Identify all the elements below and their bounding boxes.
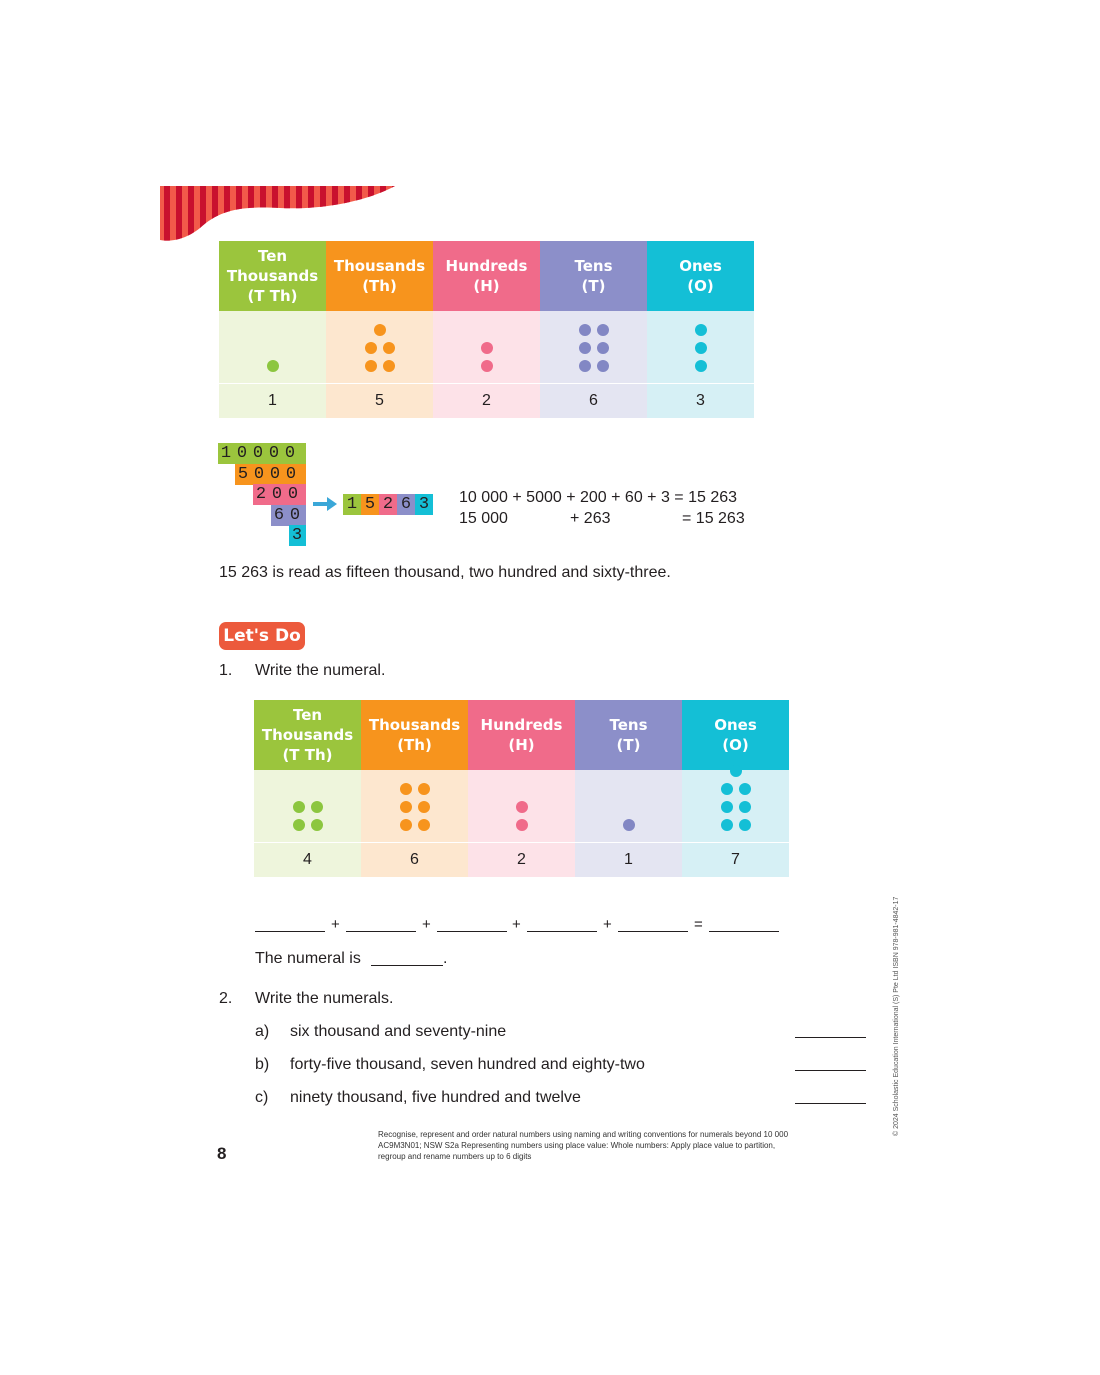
column-header-text: (Th) [397,736,432,754]
card-ones [289,525,306,546]
card-digit: 1 [220,444,232,463]
numeral-is-label: The numeral is [255,950,361,967]
column-th [361,700,468,877]
counter-dot [481,360,493,372]
expanded-equation-line2-partB: + 263 [570,510,611,527]
expanded-equation-line2-partA: 15 000 [459,510,508,527]
answer-blank[interactable] [437,931,507,932]
card-digit: 0 [268,444,280,463]
column-header-text: Ones [679,257,722,275]
numeral-answer-blank[interactable] [371,965,443,966]
counter-dot [730,765,742,777]
counter-dot [293,801,305,813]
column-header-text: (T Th) [247,287,298,305]
answer-blank[interactable] [346,931,416,932]
counter-dot [579,324,591,336]
column-header-text: (T) [616,736,641,754]
counter-dots-cell [361,770,468,842]
counter-dot [516,819,528,831]
counter-dots-cell [219,311,326,383]
column-th [326,241,433,418]
card-ten-thousands [218,443,306,464]
place-value-table-exercise [254,700,789,877]
card-digit: 0 [287,485,299,504]
column-header [575,700,682,770]
plus-sign: + [331,916,340,933]
answer-blank[interactable] [527,931,597,932]
column-t [575,700,682,877]
column-header-text: Thousands [261,726,354,744]
column-o [647,241,754,418]
card-digit: 6 [273,506,285,525]
equals-sign: = [694,916,703,933]
card-result [343,494,433,515]
column-header-text: (O) [687,277,714,295]
column-header-text: (T Th) [282,746,333,764]
counter-dots-cell [326,311,433,383]
counter-dots-cell [647,311,754,383]
q2-item-letter: b) [255,1056,270,1073]
counter-dot [383,342,395,354]
q2-item-letter: a) [255,1023,270,1040]
counter-dot [597,342,609,354]
counter-dot [365,342,377,354]
column-header-text: Ten [257,247,288,265]
expanded-equation-line1: 10 000 + 5000 + 200 + 60 + 3 = 15 263 [459,489,738,506]
column-header-text: Hundreds [445,257,528,275]
counter-dot [597,360,609,372]
card-digit: 0 [252,444,264,463]
counter-dot [695,360,707,372]
column-header-text: Ten [292,706,323,724]
answer-blank[interactable] [255,931,325,932]
result-digit: 2 [379,494,397,515]
digit-cell: 7 [682,842,789,877]
digit-cell: 6 [361,842,468,877]
counter-dot [400,783,412,795]
column-header-text: Tens [574,257,613,275]
card-digit: 3 [291,526,303,545]
card-digit: 5 [237,465,249,484]
answer-blank[interactable] [618,931,688,932]
column-header [682,700,789,770]
column-header [540,241,647,311]
card-digit: 2 [255,485,267,504]
q2-item-letter: c) [255,1089,269,1106]
digit-cell: 4 [254,842,361,877]
page-number: 8 [217,1144,227,1163]
card-digit: 0 [285,465,297,484]
curriculum-note-line2: AC9M3N01; NSW S2a Representing numbers using place value: Whole numbers: Apply place value to partition, [378,1141,776,1150]
counter-dots-cell [433,311,540,383]
column-header [326,241,433,311]
q2-answer-blank[interactable] [795,1103,866,1104]
counter-dots-cell [575,770,682,842]
counter-dot [721,819,733,831]
digit-cell: 2 [433,383,540,418]
column-header [254,700,361,770]
column-header [361,700,468,770]
column-header-text: Thousands [333,257,426,275]
counter-dot [739,783,751,795]
counter-dot [293,819,305,831]
column-header-text: Thousands [368,716,461,734]
counter-dot [579,342,591,354]
counter-dot [579,360,591,372]
card-digit: 0 [271,485,283,504]
counter-dot [481,342,493,354]
question-2-number: 2. [219,990,233,1007]
counter-dot [418,783,430,795]
card-digit: 0 [236,444,248,463]
plus-sign: + [603,916,612,933]
card-digit: 0 [284,444,296,463]
digit-cell: 1 [575,842,682,877]
result-digit: 6 [397,494,415,515]
column-header-text: (H) [473,277,500,295]
column-header-text: (T) [581,277,606,295]
counter-dots-cell [682,770,789,842]
column-header [219,241,326,311]
result-digit: 5 [361,494,379,515]
card-thousands [235,464,306,485]
counter-dot [400,801,412,813]
column-header-text: (Th) [362,277,397,295]
q2-item-text: ninety thousand, five hundred and twelve [290,1089,581,1106]
counter-dot [418,819,430,831]
counter-dot [400,819,412,831]
numeral-period: . [443,950,448,967]
counter-dot [267,360,279,372]
counter-dot [516,801,528,813]
card-digit: 0 [253,465,265,484]
plus-sign: + [512,916,521,933]
digit-cell: 1 [219,383,326,418]
digit-cell: 6 [540,383,647,418]
column-header-text: (H) [508,736,535,754]
question-2-prompt: Write the numerals. [255,990,394,1007]
read-as-sentence: 15 263 is read as fifteen thousand, two hundred and sixty-three. [219,564,671,581]
digit-cell: 2 [468,842,575,877]
card-tens [271,505,306,526]
counter-dot [739,801,751,813]
counter-dot [597,324,609,336]
column-tth [254,700,361,877]
counter-dot [721,801,733,813]
arrow-right-icon [313,497,337,511]
q2-item-text: six thousand and seventy-nine [290,1023,507,1040]
column-tth [219,241,326,418]
plus-sign: + [422,916,431,933]
counter-dot [739,819,751,831]
column-header-text: (O) [722,736,749,754]
counter-dot [695,342,707,354]
card-hundreds [253,484,306,505]
counter-dot [311,819,323,831]
column-header [647,241,754,311]
column-h [468,700,575,877]
column-header [433,241,540,311]
column-h [433,241,540,418]
column-header [468,700,575,770]
card-digit: 0 [289,506,301,525]
counter-dot [365,360,377,372]
counter-dots-cell [468,770,575,842]
counter-dot [383,360,395,372]
copyright-notice: © 2024 Scholastic Education International (S) Pte Ltd ISBN 978-981-4842-17 [893,896,900,1136]
q2-item-text: forty-five thousand, seven hundred and eighty-two [290,1056,645,1073]
column-header-text: Thousands [226,267,319,285]
result-digit: 1 [343,494,361,515]
curriculum-note-line3: regroup and rename numbers up to 6 digits [378,1152,532,1161]
digit-cell: 3 [647,383,754,418]
column-t [540,241,647,418]
card-digit: 0 [269,465,281,484]
column-o [682,700,789,877]
curtain-decoration [160,186,400,244]
counter-dot [311,801,323,813]
counter-dot [721,783,733,795]
column-header-text: Ones [714,716,757,734]
lets-do-badge: Let's Do [219,622,305,650]
q2-answer-blank[interactable] [795,1037,866,1038]
counter-dots-cell [540,311,647,383]
result-digit: 3 [415,494,433,515]
counter-dot [623,819,635,831]
question-1-prompt: Write the numeral. [255,662,386,679]
question-1-number: 1. [219,662,233,679]
q2-answer-blank[interactable] [795,1070,866,1071]
curriculum-note-line1: Recognise, represent and order natural numbers using naming and writing conventions for numerals beyond 10 000 [378,1130,789,1139]
counter-dot [374,324,386,336]
counter-dot [418,801,430,813]
column-header-text: Tens [609,716,648,734]
answer-blank-total[interactable] [709,931,779,932]
column-header-text: Hundreds [480,716,563,734]
expanded-equation-line2-partC: = 15 263 [682,510,745,527]
counter-dot [695,324,707,336]
counter-dots-cell [254,770,361,842]
digit-cell: 5 [326,383,433,418]
place-value-table-example [219,241,754,418]
